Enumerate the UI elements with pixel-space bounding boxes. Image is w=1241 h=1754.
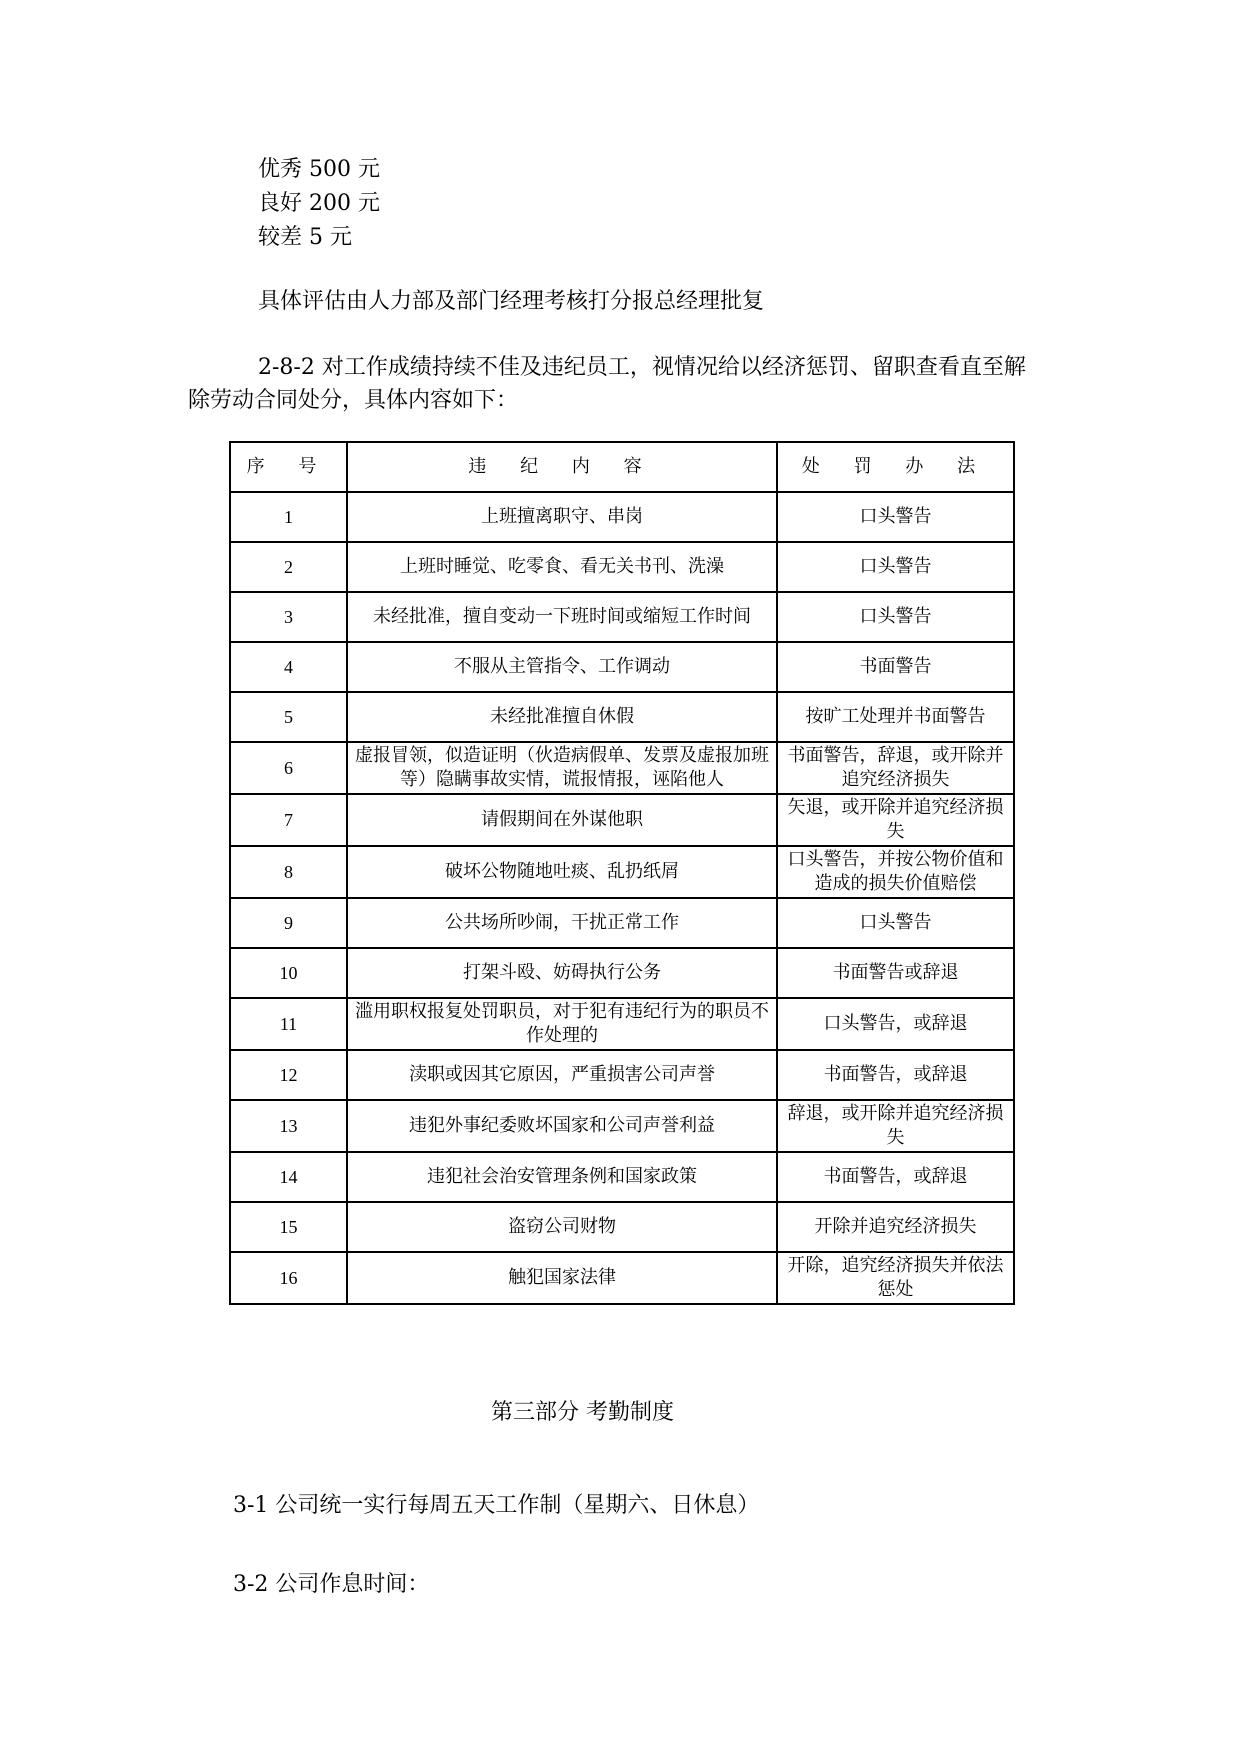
row-number: 7 xyxy=(230,794,347,846)
table-row xyxy=(230,1152,1014,1202)
table-row xyxy=(230,592,1014,642)
row-violation: 虚报冒领，似造证明（伙造病假单、发票及虚报加班等）隐瞒事故实情，谎报情报，诬陷他人 xyxy=(347,742,777,794)
table-row xyxy=(230,1252,1014,1304)
header-violation: 违 纪 内 容 xyxy=(347,442,777,492)
table-row xyxy=(230,948,1014,998)
row-penalty: 书面警告，辞退，或开除并追究经济损失 xyxy=(777,742,1014,794)
row-penalty: 口头警告 xyxy=(777,592,1014,642)
table-row xyxy=(230,542,1014,592)
table-row xyxy=(230,998,1014,1050)
row-number: 6 xyxy=(230,742,347,794)
grade-excellent: 优秀 500 元 xyxy=(258,157,380,182)
grade-poor: 较差 5 元 xyxy=(258,225,352,250)
table-row xyxy=(230,794,1014,846)
item-3-1: 3-1 公司统一实行每周五天工作制（星期六、日休息） xyxy=(233,1493,760,1518)
row-violation: 未经批准，擅自变动一下班时间或缩短工作时间 xyxy=(347,592,777,642)
row-violation: 打架斗殴、妨碍执行公务 xyxy=(347,948,777,998)
row-penalty: 书面警告，或辞退 xyxy=(777,1152,1014,1202)
row-penalty: 开除，追究经济损失并依法惩处 xyxy=(777,1252,1014,1304)
table-row xyxy=(230,846,1014,898)
row-violation: 上班时睡觉、吃零食、看无关书刊、洗澡 xyxy=(347,542,777,592)
row-number: 11 xyxy=(230,998,347,1050)
table-row xyxy=(230,492,1014,542)
table-row xyxy=(230,1202,1014,1252)
row-number: 12 xyxy=(230,1050,347,1100)
grade-good: 良好 200 元 xyxy=(258,191,380,216)
row-penalty: 口头警告，并按公物价值和造成的损失价值赔偿 xyxy=(777,846,1014,898)
paragraph-2-8-2 xyxy=(188,351,1068,417)
row-number: 8 xyxy=(230,846,347,898)
row-violation: 公共场所吵闹，干扰正常工作 xyxy=(347,898,777,948)
row-number: 4 xyxy=(230,642,347,692)
row-violation: 滥用职权报复处罚职员，对于犯有违纪行为的职员不作处理的 xyxy=(347,998,777,1050)
evaluation-note: 具体评估由人力部及部门经理考核打分报总经理批复 xyxy=(258,289,765,314)
row-number: 1 xyxy=(230,492,347,542)
table-row xyxy=(230,642,1014,692)
paragraph-line-2: 除劳动合同处分，具体内容如下： xyxy=(188,388,519,413)
row-penalty: 口头警告，或辞退 xyxy=(777,998,1014,1050)
row-penalty: 口头警告 xyxy=(777,898,1014,948)
row-number: 5 xyxy=(230,692,347,742)
row-number: 2 xyxy=(230,542,347,592)
header-penalty: 处 罚 办 法 xyxy=(777,442,1014,492)
row-violation: 违犯外事纪委败坏国家和公司声誉利益 xyxy=(347,1100,777,1152)
row-number: 10 xyxy=(230,948,347,998)
row-penalty: 书面警告 xyxy=(777,642,1014,692)
row-penalty: 书面警告或辞退 xyxy=(777,948,1014,998)
row-number: 14 xyxy=(230,1152,347,1202)
row-violation: 上班擅离职守、串岗 xyxy=(347,492,777,542)
row-number: 16 xyxy=(230,1252,347,1304)
row-violation: 不服从主管指令、工作调动 xyxy=(347,642,777,692)
row-violation: 违犯社会治安管理条例和国家政策 xyxy=(347,1152,777,1202)
row-penalty: 矢退，或开除并追究经济损失 xyxy=(777,794,1014,846)
row-number: 13 xyxy=(230,1100,347,1152)
row-violation: 未经批准擅自休假 xyxy=(347,692,777,742)
table-row xyxy=(230,1100,1014,1152)
row-violation: 请假期间在外谋他职 xyxy=(347,794,777,846)
row-penalty: 按旷工处理并书面警告 xyxy=(777,692,1014,742)
table-row xyxy=(230,1050,1014,1100)
header-number: 序 号 xyxy=(230,442,347,492)
discipline-table xyxy=(229,441,1015,1305)
section-title: 第三部分 考勤制度 xyxy=(491,1400,674,1425)
row-violation: 破坏公物随地吐痰、乱扔纸屑 xyxy=(347,846,777,898)
row-violation: 触犯国家法律 xyxy=(347,1252,777,1304)
row-violation: 渎职或因其它原因，严重损害公司声誉 xyxy=(347,1050,777,1100)
row-number: 9 xyxy=(230,898,347,948)
row-penalty: 辞退，或开除并追究经济损失 xyxy=(777,1100,1014,1152)
row-violation: 盗窃公司财物 xyxy=(347,1202,777,1252)
row-number: 3 xyxy=(230,592,347,642)
table-row xyxy=(230,692,1014,742)
row-penalty: 书面警告，或辞退 xyxy=(777,1050,1014,1100)
row-penalty: 口头警告 xyxy=(777,492,1014,542)
table-header-row xyxy=(230,442,1014,492)
paragraph-line-1: 2-8-2 对工作成绩持续不佳及违纪员工，视情况给以经济惩罚、留职查看直至解 xyxy=(258,355,1026,380)
row-penalty: 口头警告 xyxy=(777,542,1014,592)
table-row xyxy=(230,742,1014,794)
row-number: 15 xyxy=(230,1202,347,1252)
row-penalty: 开除并追究经济损失 xyxy=(777,1202,1014,1252)
table-row xyxy=(230,898,1014,948)
item-3-2: 3-2 公司作息时间： xyxy=(233,1572,430,1597)
